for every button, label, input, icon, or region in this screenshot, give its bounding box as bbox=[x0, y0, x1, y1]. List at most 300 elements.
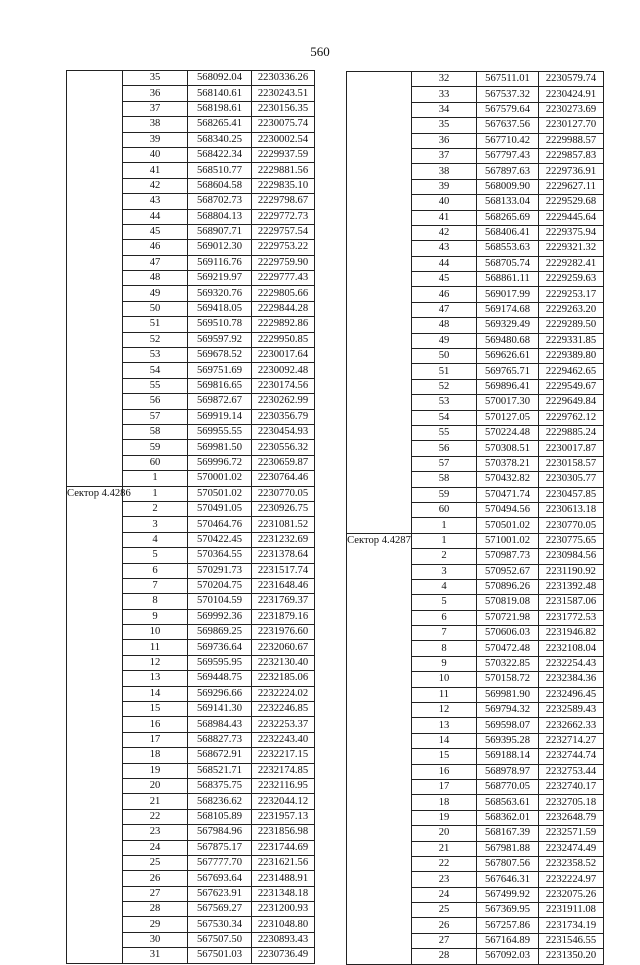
coordinate-y: 2230984.56 bbox=[539, 549, 604, 564]
point-number: 50 bbox=[412, 349, 477, 364]
point-number: 27 bbox=[123, 886, 188, 901]
coordinate-x: 567623.91 bbox=[188, 886, 252, 901]
coordinate-y: 2229988.57 bbox=[539, 133, 604, 148]
point-number: 35 bbox=[123, 71, 188, 86]
coordinate-x: 568375.75 bbox=[188, 778, 252, 793]
coordinate-y: 2230174.56 bbox=[252, 378, 315, 393]
coordinate-x: 567164.89 bbox=[477, 933, 539, 948]
coordinate-x: 570501.02 bbox=[477, 518, 539, 533]
coordinate-y: 2229282.41 bbox=[539, 256, 604, 271]
coordinate-x: 570422.45 bbox=[188, 532, 252, 547]
coordinate-x: 568604.58 bbox=[188, 178, 252, 193]
coordinate-y: 2231946.82 bbox=[539, 626, 604, 641]
coordinate-y: 2231048.80 bbox=[252, 917, 315, 932]
coordinate-y: 2229805.66 bbox=[252, 286, 315, 301]
coordinate-x: 569116.76 bbox=[188, 255, 252, 270]
point-number: 49 bbox=[123, 286, 188, 301]
coordinate-x: 568362.01 bbox=[477, 810, 539, 825]
point-number: 4 bbox=[412, 579, 477, 594]
coordinate-y: 2231734.19 bbox=[539, 918, 604, 933]
coordinate-y: 2229857.83 bbox=[539, 148, 604, 163]
point-number: 1 bbox=[412, 518, 477, 533]
coordinate-y: 2231879.16 bbox=[252, 609, 315, 624]
coordinate-y: 2232662.33 bbox=[539, 718, 604, 733]
coordinate-y: 2232174.85 bbox=[252, 763, 315, 778]
coordinate-y: 2229892.86 bbox=[252, 317, 315, 332]
coordinate-x: 569872.67 bbox=[188, 394, 252, 409]
point-number: 11 bbox=[412, 687, 477, 702]
coordinate-x: 570501.02 bbox=[188, 486, 252, 501]
coordinate-y: 2231488.91 bbox=[252, 871, 315, 886]
coordinate-y: 2229649.84 bbox=[539, 395, 604, 410]
point-number: 11 bbox=[123, 640, 188, 655]
coordinate-x: 568553.63 bbox=[477, 241, 539, 256]
coordinate-x: 568672.91 bbox=[188, 748, 252, 763]
coordinate-x: 570001.02 bbox=[188, 471, 252, 486]
coordinate-y: 2232060.67 bbox=[252, 640, 315, 655]
coordinate-y: 2229259.63 bbox=[539, 272, 604, 287]
coordinate-y: 2231587.06 bbox=[539, 595, 604, 610]
coordinate-x: 568406.41 bbox=[477, 225, 539, 240]
coordinate-y: 2231350.20 bbox=[539, 949, 604, 964]
coordinate-y: 2231190.92 bbox=[539, 564, 604, 579]
coordinate-x: 568105.89 bbox=[188, 809, 252, 824]
coordinate-y: 2230556.32 bbox=[252, 440, 315, 455]
point-number: 60 bbox=[123, 455, 188, 470]
point-number: 20 bbox=[123, 778, 188, 793]
coordinate-y: 2229759.90 bbox=[252, 255, 315, 270]
point-number: 31 bbox=[123, 948, 188, 963]
coordinate-x: 568770.05 bbox=[477, 779, 539, 794]
coordinate-x: 570378.21 bbox=[477, 456, 539, 471]
coordinate-y: 2229881.56 bbox=[252, 163, 315, 178]
coordinate-y: 2229549.67 bbox=[539, 379, 604, 394]
point-number: 58 bbox=[412, 472, 477, 487]
coordinate-y: 2231957.13 bbox=[252, 809, 315, 824]
coordinate-x: 570987.73 bbox=[477, 549, 539, 564]
coordinate-y: 2230770.05 bbox=[252, 486, 315, 501]
coordinate-y: 2230017.64 bbox=[252, 348, 315, 363]
coordinate-y: 2232589.43 bbox=[539, 703, 604, 718]
coordinate-y: 2229289.50 bbox=[539, 318, 604, 333]
point-number: 24 bbox=[123, 840, 188, 855]
coordinate-y: 2230659.87 bbox=[252, 455, 315, 470]
coordinate-y: 2232474.49 bbox=[539, 841, 604, 856]
coordinate-x: 567875.17 bbox=[188, 840, 252, 855]
coordinate-x: 567637.56 bbox=[477, 118, 539, 133]
coordinate-y: 2231772.53 bbox=[539, 610, 604, 625]
coordinate-x: 569598.07 bbox=[477, 718, 539, 733]
coordinate-y: 2229736.91 bbox=[539, 164, 604, 179]
page-number: 560 bbox=[310, 44, 330, 59]
point-number: 37 bbox=[123, 101, 188, 116]
point-number: 12 bbox=[412, 703, 477, 718]
coordinate-y: 2232753.44 bbox=[539, 764, 604, 779]
coordinate-x: 569955.55 bbox=[188, 424, 252, 439]
coordinate-x: 570127.05 bbox=[477, 410, 539, 425]
point-number: 47 bbox=[123, 255, 188, 270]
point-number: 52 bbox=[123, 332, 188, 347]
coordinate-y: 2232254.43 bbox=[539, 656, 604, 671]
coordinate-y: 2231232.69 bbox=[252, 532, 315, 547]
point-number: 10 bbox=[412, 672, 477, 687]
coordinate-x: 568167.39 bbox=[477, 826, 539, 841]
point-number: 49 bbox=[412, 333, 477, 348]
point-number: 21 bbox=[123, 794, 188, 809]
coordinate-x: 567501.03 bbox=[188, 948, 252, 963]
coordinate-x: 569595.95 bbox=[188, 655, 252, 670]
coordinate-x: 569896.41 bbox=[477, 379, 539, 394]
coordinate-y: 2232224.97 bbox=[539, 872, 604, 887]
coordinate-x: 568133.04 bbox=[477, 195, 539, 210]
coordinate-x: 570364.55 bbox=[188, 548, 252, 563]
point-number: 28 bbox=[123, 902, 188, 917]
coordinate-x: 570494.56 bbox=[477, 502, 539, 517]
coordinate-y: 2232744.74 bbox=[539, 749, 604, 764]
coordinate-y: 2231517.74 bbox=[252, 563, 315, 578]
coordinate-x: 569678.52 bbox=[188, 348, 252, 363]
coordinate-x: 568907.71 bbox=[188, 224, 252, 239]
point-number: 54 bbox=[123, 363, 188, 378]
point-number: 28 bbox=[412, 949, 477, 964]
coordinate-y: 2232130.40 bbox=[252, 655, 315, 670]
coordinate-x: 567579.64 bbox=[477, 102, 539, 117]
table-row bbox=[347, 533, 604, 548]
coordinate-x: 569296.66 bbox=[188, 686, 252, 701]
point-number: 45 bbox=[412, 272, 477, 287]
point-number: 13 bbox=[412, 718, 477, 733]
point-number: 1 bbox=[123, 471, 188, 486]
point-number: 15 bbox=[412, 749, 477, 764]
point-number: 51 bbox=[412, 364, 477, 379]
coordinate-x: 568861.11 bbox=[477, 272, 539, 287]
point-number: 23 bbox=[412, 872, 477, 887]
coordinate-x: 569219.97 bbox=[188, 271, 252, 286]
point-number: 42 bbox=[412, 225, 477, 240]
coordinate-y: 2232496.45 bbox=[539, 687, 604, 702]
coordinate-y: 2230579.74 bbox=[539, 72, 604, 87]
coordinate-x: 567511.01 bbox=[477, 72, 539, 87]
coordinate-x: 568510.77 bbox=[188, 163, 252, 178]
point-number: 2 bbox=[123, 501, 188, 516]
coordinate-x: 569174.68 bbox=[477, 302, 539, 317]
coordinate-y: 2232246.85 bbox=[252, 702, 315, 717]
coordinate-y: 2231546.55 bbox=[539, 933, 604, 948]
coordinate-x: 569329.49 bbox=[477, 318, 539, 333]
point-number: 57 bbox=[412, 456, 477, 471]
point-number: 58 bbox=[123, 424, 188, 439]
coordinate-y: 2229757.54 bbox=[252, 224, 315, 239]
coordinate-x: 569736.64 bbox=[188, 640, 252, 655]
coordinates-table-left bbox=[66, 70, 315, 964]
coordinate-x: 567537.32 bbox=[477, 87, 539, 102]
point-number: 50 bbox=[123, 301, 188, 316]
coordinate-x: 569626.61 bbox=[477, 349, 539, 364]
point-number: 59 bbox=[412, 487, 477, 502]
coordinate-x: 570204.75 bbox=[188, 578, 252, 593]
coordinate-x: 568702.73 bbox=[188, 194, 252, 209]
point-number: 3 bbox=[123, 517, 188, 532]
point-number: 16 bbox=[123, 717, 188, 732]
coordinate-x: 569320.76 bbox=[188, 286, 252, 301]
point-number: 23 bbox=[123, 825, 188, 840]
coordinate-x: 570104.59 bbox=[188, 594, 252, 609]
coordinate-y: 2231081.52 bbox=[252, 517, 315, 532]
coordinate-x: 567897.63 bbox=[477, 164, 539, 179]
point-number: 26 bbox=[412, 918, 477, 933]
coordinate-x: 570464.76 bbox=[188, 517, 252, 532]
coordinate-y: 2230075.74 bbox=[252, 117, 315, 132]
coordinate-x: 568422.34 bbox=[188, 147, 252, 162]
point-number: 14 bbox=[412, 733, 477, 748]
coordinate-x: 569794.32 bbox=[477, 703, 539, 718]
point-number: 39 bbox=[123, 132, 188, 147]
coordinate-y: 2229462.65 bbox=[539, 364, 604, 379]
table-row bbox=[67, 71, 315, 86]
coordinate-x: 569816.65 bbox=[188, 378, 252, 393]
point-number: 53 bbox=[412, 395, 477, 410]
sector-label bbox=[347, 72, 412, 534]
coordinate-y: 2232705.18 bbox=[539, 795, 604, 810]
coordinate-x: 570896.26 bbox=[477, 579, 539, 594]
point-number: 48 bbox=[412, 318, 477, 333]
coordinate-x: 567569.27 bbox=[188, 902, 252, 917]
point-number: 55 bbox=[123, 378, 188, 393]
coordinate-x: 569869.25 bbox=[188, 625, 252, 640]
coordinate-x: 567797.43 bbox=[477, 148, 539, 163]
coordinate-x: 568236.62 bbox=[188, 794, 252, 809]
point-number: 17 bbox=[123, 732, 188, 747]
coordinate-y: 2230356.79 bbox=[252, 409, 315, 424]
coordinate-x: 568705.74 bbox=[477, 256, 539, 271]
point-number: 40 bbox=[412, 195, 477, 210]
coordinate-y: 2231911.08 bbox=[539, 903, 604, 918]
coordinate-y: 2232571.59 bbox=[539, 826, 604, 841]
coordinate-y: 2229331.85 bbox=[539, 333, 604, 348]
coordinate-y: 2230158.57 bbox=[539, 456, 604, 471]
coordinate-y: 2229835.10 bbox=[252, 178, 315, 193]
point-number: 1 bbox=[123, 486, 188, 501]
coordinate-y: 2230893.43 bbox=[252, 932, 315, 947]
coordinate-y: 2232185.06 bbox=[252, 671, 315, 686]
coordinate-x: 569418.05 bbox=[188, 301, 252, 316]
sector-label: Сектор 4.4286 bbox=[67, 486, 123, 963]
point-number: 57 bbox=[123, 409, 188, 424]
point-number: 44 bbox=[412, 256, 477, 271]
coordinate-y: 2232714.27 bbox=[539, 733, 604, 748]
coordinate-x: 569141.30 bbox=[188, 702, 252, 717]
coordinate-y: 2230127.70 bbox=[539, 118, 604, 133]
coordinate-x: 568340.25 bbox=[188, 132, 252, 147]
point-number: 60 bbox=[412, 502, 477, 517]
point-number: 16 bbox=[412, 764, 477, 779]
coordinate-x: 568092.04 bbox=[188, 71, 252, 86]
coordinate-x: 569510.78 bbox=[188, 317, 252, 332]
point-number: 20 bbox=[412, 826, 477, 841]
point-number: 47 bbox=[412, 302, 477, 317]
coordinate-x: 567092.03 bbox=[477, 949, 539, 964]
point-number: 1 bbox=[412, 533, 477, 548]
coordinate-x: 570158.72 bbox=[477, 672, 539, 687]
coordinate-y: 2232243.40 bbox=[252, 732, 315, 747]
coordinate-x: 567646.31 bbox=[477, 872, 539, 887]
coordinate-y: 2231856.98 bbox=[252, 825, 315, 840]
sector-label: Сектор 4.4287 bbox=[347, 533, 412, 964]
coordinate-y: 2232384.36 bbox=[539, 672, 604, 687]
coordinate-y: 2230156.35 bbox=[252, 101, 315, 116]
coordinate-y: 2230770.05 bbox=[539, 518, 604, 533]
coordinate-y: 2230243.51 bbox=[252, 86, 315, 101]
coordinate-y: 2230262.99 bbox=[252, 394, 315, 409]
point-number: 21 bbox=[412, 841, 477, 856]
point-number: 29 bbox=[123, 917, 188, 932]
coordinate-y: 2231621.56 bbox=[252, 855, 315, 870]
coordinate-x: 567981.88 bbox=[477, 841, 539, 856]
coordinate-y: 2229844.28 bbox=[252, 301, 315, 316]
coordinate-y: 2232224.02 bbox=[252, 686, 315, 701]
coordinate-x: 568984.43 bbox=[188, 717, 252, 732]
point-number: 6 bbox=[412, 610, 477, 625]
coordinate-y: 2231392.48 bbox=[539, 579, 604, 594]
coordinate-x: 568265.41 bbox=[188, 117, 252, 132]
point-number: 53 bbox=[123, 348, 188, 363]
coordinate-x: 567499.92 bbox=[477, 887, 539, 902]
point-number: 18 bbox=[412, 795, 477, 810]
coordinate-x: 570224.48 bbox=[477, 425, 539, 440]
coordinate-y: 2231769.37 bbox=[252, 594, 315, 609]
coordinate-y: 2229389.80 bbox=[539, 349, 604, 364]
point-number: 51 bbox=[123, 317, 188, 332]
coordinate-y: 2231378.64 bbox=[252, 548, 315, 563]
coordinate-x: 569992.36 bbox=[188, 609, 252, 624]
coordinate-y: 2230305.77 bbox=[539, 472, 604, 487]
coordinate-y: 2229937.59 bbox=[252, 147, 315, 162]
coordinate-y: 2230457.85 bbox=[539, 487, 604, 502]
point-number: 33 bbox=[412, 87, 477, 102]
coordinate-y: 2232116.95 bbox=[252, 778, 315, 793]
coordinate-y: 2229885.24 bbox=[539, 425, 604, 440]
coordinate-y: 2231744.69 bbox=[252, 840, 315, 855]
point-number: 38 bbox=[412, 164, 477, 179]
coordinate-x: 568009.90 bbox=[477, 179, 539, 194]
coordinate-y: 2231200.93 bbox=[252, 902, 315, 917]
coordinate-y: 2231976.60 bbox=[252, 625, 315, 640]
point-number: 9 bbox=[412, 656, 477, 671]
coordinate-y: 2229445.64 bbox=[539, 210, 604, 225]
coordinate-x: 568140.61 bbox=[188, 86, 252, 101]
coordinate-x: 568265.69 bbox=[477, 210, 539, 225]
point-number: 44 bbox=[123, 209, 188, 224]
coordinate-x: 569981.90 bbox=[477, 687, 539, 702]
coordinate-y: 2230017.87 bbox=[539, 441, 604, 456]
point-number: 24 bbox=[412, 887, 477, 902]
point-number: 19 bbox=[412, 810, 477, 825]
coordinate-x: 569996.72 bbox=[188, 455, 252, 470]
point-number: 19 bbox=[123, 763, 188, 778]
point-number: 22 bbox=[412, 856, 477, 871]
coordinate-y: 2229798.67 bbox=[252, 194, 315, 209]
coordinate-x: 567369.95 bbox=[477, 903, 539, 918]
coordinate-y: 2229375.94 bbox=[539, 225, 604, 240]
point-number: 42 bbox=[123, 178, 188, 193]
coordinate-y: 2232740.17 bbox=[539, 779, 604, 794]
coordinate-x: 568804.13 bbox=[188, 209, 252, 224]
coordinate-x: 567507.50 bbox=[188, 932, 252, 947]
coordinate-y: 2230926.75 bbox=[252, 501, 315, 516]
point-number: 59 bbox=[123, 440, 188, 455]
point-number: 3 bbox=[412, 564, 477, 579]
coordinate-y: 2229772.73 bbox=[252, 209, 315, 224]
coordinate-x: 569448.75 bbox=[188, 671, 252, 686]
point-number: 43 bbox=[123, 194, 188, 209]
table-row bbox=[67, 486, 315, 501]
coordinate-x: 567710.42 bbox=[477, 133, 539, 148]
point-number: 35 bbox=[412, 118, 477, 133]
coordinate-y: 2232358.52 bbox=[539, 856, 604, 871]
coordinate-y: 2230002.54 bbox=[252, 132, 315, 147]
coordinate-y: 2230764.46 bbox=[252, 471, 315, 486]
point-number: 6 bbox=[123, 563, 188, 578]
coordinate-x: 569981.50 bbox=[188, 440, 252, 455]
coordinate-x: 570721.98 bbox=[477, 610, 539, 625]
coordinate-x: 568521.71 bbox=[188, 763, 252, 778]
point-number: 38 bbox=[123, 117, 188, 132]
coordinate-y: 2229321.32 bbox=[539, 241, 604, 256]
coordinate-y: 2232108.04 bbox=[539, 641, 604, 656]
coordinate-y: 2229529.68 bbox=[539, 195, 604, 210]
point-number: 30 bbox=[123, 932, 188, 947]
coordinate-x: 570471.74 bbox=[477, 487, 539, 502]
coordinate-y: 2232253.37 bbox=[252, 717, 315, 732]
coordinate-y: 2231348.18 bbox=[252, 886, 315, 901]
coordinate-y: 2229762.12 bbox=[539, 410, 604, 425]
coordinate-x: 569012.30 bbox=[188, 240, 252, 255]
point-number: 12 bbox=[123, 655, 188, 670]
coordinate-x: 568198.61 bbox=[188, 101, 252, 116]
point-number: 27 bbox=[412, 933, 477, 948]
coordinate-y: 2229253.17 bbox=[539, 287, 604, 302]
coordinate-x: 569765.71 bbox=[477, 364, 539, 379]
point-number: 37 bbox=[412, 148, 477, 163]
point-number: 46 bbox=[123, 240, 188, 255]
coordinate-x: 571001.02 bbox=[477, 533, 539, 548]
point-number: 25 bbox=[412, 903, 477, 918]
coordinate-x: 570472.48 bbox=[477, 641, 539, 656]
point-number: 5 bbox=[412, 595, 477, 610]
coordinate-x: 567807.56 bbox=[477, 856, 539, 871]
coordinate-x: 570952.67 bbox=[477, 564, 539, 579]
coordinate-y: 2229777.43 bbox=[252, 271, 315, 286]
coordinates-table-right bbox=[346, 71, 604, 965]
coordinate-x: 570017.30 bbox=[477, 395, 539, 410]
point-number: 46 bbox=[412, 287, 477, 302]
coordinate-y: 2230273.69 bbox=[539, 102, 604, 117]
coordinate-x: 568563.61 bbox=[477, 795, 539, 810]
point-number: 26 bbox=[123, 871, 188, 886]
point-number: 7 bbox=[123, 578, 188, 593]
point-number: 18 bbox=[123, 748, 188, 763]
coordinate-y: 2231648.46 bbox=[252, 578, 315, 593]
coordinate-x: 567530.34 bbox=[188, 917, 252, 932]
point-number: 8 bbox=[412, 641, 477, 656]
coordinate-y: 2230336.26 bbox=[252, 71, 315, 86]
table-row bbox=[347, 72, 604, 87]
coordinate-x: 569395.28 bbox=[477, 733, 539, 748]
coordinate-y: 2229950.85 bbox=[252, 332, 315, 347]
point-number: 10 bbox=[123, 625, 188, 640]
point-number: 15 bbox=[123, 702, 188, 717]
point-number: 56 bbox=[123, 394, 188, 409]
